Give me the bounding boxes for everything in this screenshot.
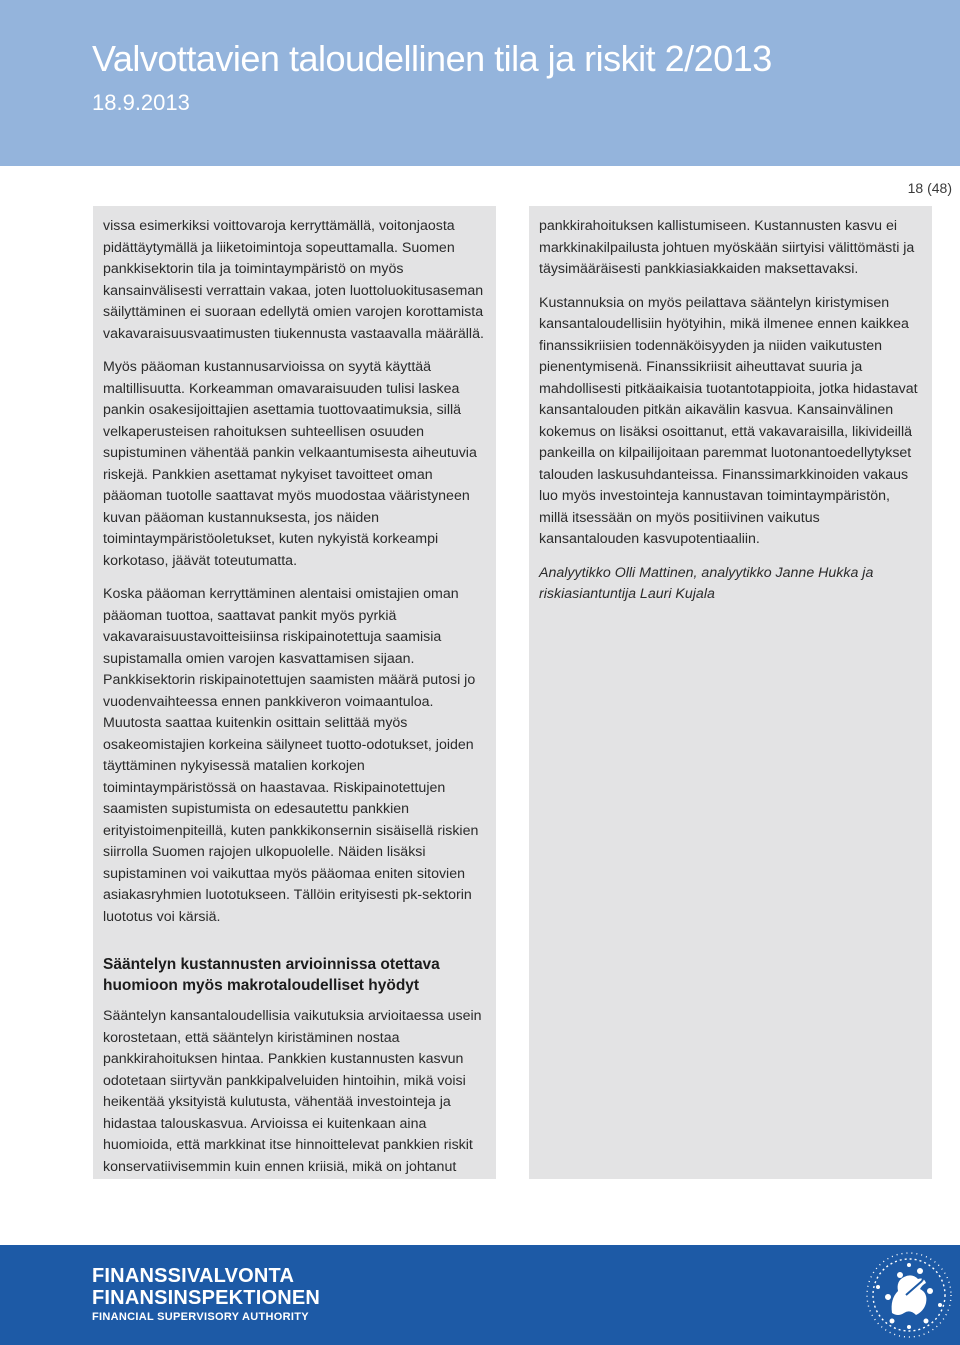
fiva-logo-text: [92, 1265, 320, 1325]
section-heading: Sääntelyn kustannusten arvioinnissa otettava huomioon myös makrotaloudelliset hyödyt: [103, 956, 440, 994]
left-paragraph-3: Koska pääoman kerryttäminen alentaisi omistajien oman pääoman tuottoa, saattavat pankit myös pyrkiä vakavaraisuustavoitteisiinsa riskipainotettuja saamisia supistamalla omien varojen kasvattamisen sijaan. Pankkisektorin riskipainotettujen saamisten määrä putosi jo vuodenvaihteessa ennen pankkiveron voimaantuloa. Muutosta saattaa kuitenkin osittain selittää myös osakeomistajien korkeina säilyneet tuotto-odotukset, joiden täyttäminen nykyisessä matalien korkojen toimintaympäristössä on haastavaa. Riskipainotettujen saamisten supistumista on edesautettu pankkien erityistoimenpiteillä, kuten pankkikonsernin sisäisellä riskien siirrolla Suomen rajojen ulkopuolelle. Näiden lisäksi supistaminen voi vaikuttaa myös pääomaa eniten sitovien asiakasryhmien luototukseen. Tällöin erityisesti pk-sektorin luototus voi kärsiä.: [103, 586, 479, 925]
right-column: [529, 206, 932, 1179]
document-date: 18.9.2013: [92, 90, 190, 115]
left-column: [93, 206, 496, 1179]
page-number: 18 (48): [907, 180, 952, 196]
page-footer: [0, 1245, 960, 1345]
logo-line-english: FINANCIAL SUPERVISORY AUTHORITY: [92, 1311, 309, 1323]
page-header: [0, 0, 960, 166]
authors: Analyytikko Olli Mattinen, analyytikko Janne Hukka ja riskiasiantuntija Lauri Kujala: [539, 564, 874, 602]
right-paragraph-1: pankkirahoituksen kallistumiseen. Kustannusten kasvu ei markkinakilpailusta johtuen myöskään siirtyisi välittömästi ja täysimääräisesti pankkiasiakkaiden maksettavaksi.: [539, 218, 915, 277]
finnish-lion-crest-icon: [862, 1251, 956, 1339]
left-paragraph-4: Sääntelyn kansantaloudellisia vaikutuksia arvioitaessa usein korostetaan, että sääntelyn kiristäminen nostaa pankkirahoituksen hintaa. Pankkien kustannusten kasvun odotetaan siirtyvän pankkipalveluiden hintoihin, mikä voisi heikentää yksityistä kulutusta, vähentää investointeja ja hidastaa talouskasvua. Arvioissa ei kuitenkaan aina huomioida, että markkinat itse hinnoittelevat pankkien riskit konservatiivisemmin kuin ennen kriisiä, mikä on johtanut: [103, 1008, 482, 1175]
logo-line-swedish: FINANSINSPEKTIONEN: [92, 1287, 321, 1309]
left-paragraph-1: vissa esimerkiksi voittovaroja kerryttämällä, voitonjaosta pidättäytymällä ja liiketoimintoja sopeuttamalla. Suomen pankkisektorin tila ja toimintaympäristö on myös kansainvälisesti verrattain vakaa, joten luottoluokitusaseman säilyttäminen ei suoraan edellytä omien varojen korottamista vakavaraisuusvaatimusten tiukennusta vastaavalla määrällä.: [103, 218, 484, 342]
right-paragraph-2: Kustannuksia on myös peilattava sääntelyn kiristymisen kansantaloudellisiin hyötyihin, mikä ilmenee ennen kaikkea finanssikriisien todennäköisyyden ja niiden vaikutusten pienentymisenä. Finanssikriisit aiheuttavat suuria ja mahdollisesti pitkäaikaisia tuotantotappioita, jotka hidastavat kansantalouden pitkän aikavälin kasvua. Kansainvälinen kokemus on lisäksi osoittanut, että vakavaraisilla, likivideillä pankeilla on kilpailijoitaan paremmat luotonantoedellytykset talouden laskusuhdanteissa. Finanssimarkkinoiden vakaus luo myös investointeja kannustavan toimintaympäristön, millä itsessään on myös positiivinen vaikutus kansantalouden kasvupotentiaaliin.: [539, 294, 918, 547]
logo-line-finnish: FINANSSIVALVONTA: [92, 1265, 295, 1287]
document-title: Valvottavien taloudellinen tila ja riskit 2/2013: [92, 38, 772, 79]
left-paragraph-2: Myös pääoman kustannusarvioissa on syytä käyttää maltillisuutta. Korkeamman omavaraisuuden tulisi laskea pankin osakesijoittajien asettamia tuottovaatimuksia, sillä velkaperusteisen rahoituksen suhteellisen osuuden supistuminen vähentää pankin velkaantumisesta aiheutuvia riskejä. Pankkien asettamat nykyiset tavoitteet oman pääoman tuotolle saattavat myös muodostaa vääristyneen kuvan pääoman kustannuksesta, jos näiden toimintaympäristöoletukset, kuten nykyistä korkeampi korkotaso, jäävät toteutumatta.: [103, 359, 477, 569]
